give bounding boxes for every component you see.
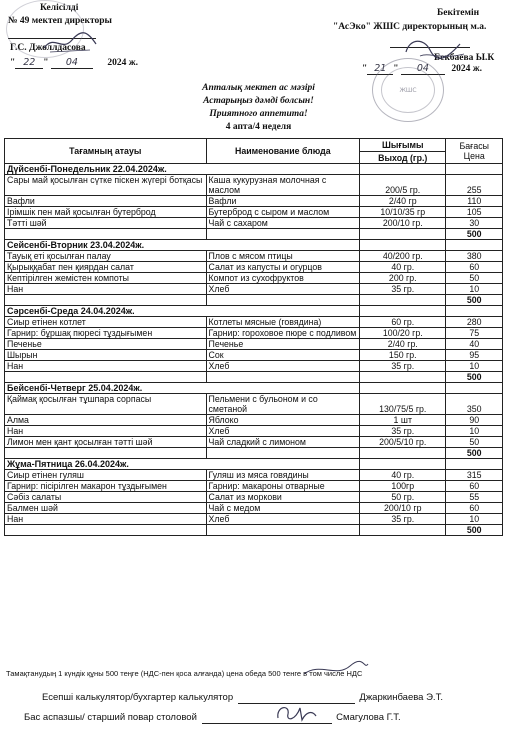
dish-name-kz: Сәбіз салаты xyxy=(5,492,207,503)
dish-name-kz: Кептірілген жемістен компоты xyxy=(5,273,207,284)
dish-output: 200/5 гр. xyxy=(360,175,446,196)
dish-price: 105 xyxy=(446,207,503,218)
date-quote: " xyxy=(362,64,368,74)
signature-note xyxy=(300,660,370,680)
empty-cell xyxy=(5,448,207,459)
day-total-row xyxy=(5,229,503,240)
day-total: 500 xyxy=(446,525,503,536)
dish-name-kz: Сары май қосылған сүтке піскен жүгері ботқасы xyxy=(5,175,207,196)
empty-cell xyxy=(446,459,503,470)
empty-cell xyxy=(360,295,446,306)
dish-name-ru: Гарнир: гороховое пюре с подливом xyxy=(206,328,360,339)
empty-cell xyxy=(206,295,360,306)
date-day-left: 22 xyxy=(15,57,43,69)
dish-name-kz: Тауық еті қосылған палау xyxy=(5,251,207,262)
dish-output: 35 гр. xyxy=(360,361,446,372)
dish-name-ru: Сок xyxy=(206,350,360,361)
dish-price: 315 xyxy=(446,470,503,481)
dish-name-kz: Нан xyxy=(5,284,207,295)
signature-right xyxy=(400,34,470,64)
dish-name-kz: Ірімшік пен май қосылған бутерброд xyxy=(5,207,207,218)
menu-item-row xyxy=(5,470,503,481)
col-header-ru: Наименование блюда xyxy=(206,139,360,164)
empty-cell xyxy=(446,383,503,394)
menu-item-row xyxy=(5,481,503,492)
heading-line-1: Апталық мектеп ас мәзірі xyxy=(202,83,315,93)
dish-name-ru: Яблоко xyxy=(206,415,360,426)
menu-item-row xyxy=(5,350,503,361)
dish-output: 200 гр. xyxy=(360,273,446,284)
day-title: Сейсенбі-Вторник 23.04.2024ж. xyxy=(5,240,360,251)
empty-cell xyxy=(446,240,503,251)
day-header-row xyxy=(5,459,503,470)
dish-output: 150 гр. xyxy=(360,350,446,361)
dish-output: 60 гр. xyxy=(360,317,446,328)
menu-item-row xyxy=(5,251,503,262)
dish-name-ru: Каша кукурузная молочная с маслом xyxy=(206,175,360,196)
dish-name-ru: Котлеты мясные (говядина) xyxy=(206,317,360,328)
dish-name-kz: Гарнир: пісірілген макарон тұздығымен xyxy=(5,481,207,492)
menu-item-row xyxy=(5,196,503,207)
day-total: 500 xyxy=(446,295,503,306)
accountant-label: Есепші калькулятор/бухгартер калькулятор xyxy=(42,692,234,703)
day-title: Жұма-Пятница 26.04.2024ж. xyxy=(5,459,360,470)
empty-cell xyxy=(446,306,503,317)
dish-price: 255 xyxy=(446,175,503,196)
approval-left-name: Г.С. Джоллдасова xyxy=(10,43,86,53)
cook-name: Смагулова Г.Т. xyxy=(336,712,401,723)
heading-line-3: Приятного аппетита! xyxy=(209,109,308,119)
heading-line-2: Астарыңыз дәмді болсын! xyxy=(203,96,314,106)
dish-price: 50 xyxy=(446,437,503,448)
dish-price: 75 xyxy=(446,328,503,339)
dish-name-ru: Гуляш из мяса говядины xyxy=(206,470,360,481)
dish-name-ru: Гарнир: макароны отварные xyxy=(206,481,360,492)
empty-cell xyxy=(360,229,446,240)
empty-cell xyxy=(5,295,207,306)
empty-cell xyxy=(360,164,446,175)
menu-item-row xyxy=(5,207,503,218)
dish-output: 40 гр. xyxy=(360,262,446,273)
empty-cell xyxy=(446,164,503,175)
menu-item-row xyxy=(5,437,503,448)
col-header-kz: Тағамның атауы xyxy=(5,139,207,164)
dish-name-kz: Нан xyxy=(5,426,207,437)
dish-name-ru: Хлеб xyxy=(206,514,360,525)
dish-price: 10 xyxy=(446,426,503,437)
dish-name-kz: Балмен шәй xyxy=(5,503,207,514)
dish-name-ru: Чай сладкий с лимоном xyxy=(206,437,360,448)
empty-cell xyxy=(360,459,446,470)
dish-price: 60 xyxy=(446,503,503,514)
dish-output: 2/40 гр xyxy=(360,196,446,207)
date-month-left: 04 xyxy=(51,57,93,69)
empty-cell xyxy=(360,372,446,383)
day-total: 500 xyxy=(446,229,503,240)
dish-output: 50 гр. xyxy=(360,492,446,503)
date-quote: " xyxy=(10,58,16,68)
dish-price: 380 xyxy=(446,251,503,262)
menu-item-row xyxy=(5,175,503,196)
dish-name-kz: Сиыр етінен гуляш xyxy=(5,470,207,481)
menu-item-row xyxy=(5,426,503,437)
dish-output: 2/40 гр. xyxy=(360,339,446,350)
day-header-row xyxy=(5,306,503,317)
empty-cell xyxy=(5,372,207,383)
day-total-row xyxy=(5,525,503,536)
dish-name-kz: Нан xyxy=(5,361,207,372)
dish-name-ru: Салат из капусты и огурцов xyxy=(206,262,360,273)
dish-output: 35 гр. xyxy=(360,426,446,437)
dish-price: 10 xyxy=(446,284,503,295)
dish-name-kz: Алма xyxy=(5,415,207,426)
day-title: Бейсенбі-Четверг 25.04.2024ж. xyxy=(5,383,360,394)
accountant-row xyxy=(42,692,443,704)
dish-price: 10 xyxy=(446,514,503,525)
table-header-row xyxy=(5,139,503,152)
date-quote: " xyxy=(43,58,49,68)
dish-price: 50 xyxy=(446,273,503,284)
approval-right-word: Бекітемін xyxy=(437,8,480,18)
col-header-price-ru: Цена xyxy=(463,151,485,161)
dish-name-ru: Бутерброд с сыром и маслом xyxy=(206,207,360,218)
menu-table xyxy=(4,138,503,536)
menu-item-row xyxy=(5,394,503,415)
dish-name-kz: Шырын xyxy=(5,350,207,361)
date-month-right: 04 xyxy=(401,63,445,75)
menu-item-row xyxy=(5,492,503,503)
dish-price: 90 xyxy=(446,415,503,426)
dish-output: 35 гр. xyxy=(360,514,446,525)
col-header-price xyxy=(446,139,503,164)
dish-price: 40 xyxy=(446,339,503,350)
dish-price: 350 xyxy=(446,394,503,415)
empty-cell xyxy=(5,229,207,240)
empty-cell xyxy=(206,525,360,536)
dish-name-kz: Нан xyxy=(5,514,207,525)
heading-line-4: 4 апта/4 неделя xyxy=(225,122,292,132)
menu-item-row xyxy=(5,361,503,372)
dish-output: 40 гр. xyxy=(360,470,446,481)
col-header-out: Шығымы xyxy=(360,139,446,152)
empty-cell xyxy=(360,240,446,251)
menu-item-row xyxy=(5,218,503,229)
dish-name-ru: Компот из сухофруктов xyxy=(206,273,360,284)
dish-name-kz: Қырыққабат пен қиярдан салат xyxy=(5,262,207,273)
menu-item-row xyxy=(5,339,503,350)
dish-price: 95 xyxy=(446,350,503,361)
dish-output: 100гр xyxy=(360,481,446,492)
cook-row xyxy=(24,712,401,724)
dish-name-ru: Печенье xyxy=(206,339,360,350)
menu-item-row xyxy=(5,415,503,426)
dish-output: 100/20 гр. xyxy=(360,328,446,339)
dish-price: 280 xyxy=(446,317,503,328)
approval-left-word: Келісілді xyxy=(40,3,79,13)
approval-left-date xyxy=(10,57,138,69)
menu-item-row xyxy=(5,328,503,339)
empty-cell xyxy=(206,372,360,383)
menu-item-row xyxy=(5,273,503,284)
cook-label: Бас аспазшы/ старший повар столовой xyxy=(24,712,197,723)
dish-price: 55 xyxy=(446,492,503,503)
dish-output: 1 шт xyxy=(360,415,446,426)
dish-name-kz: Гарнир: бұршақ пюресі тұздығымен xyxy=(5,328,207,339)
dish-output: 200/5/10 гр. xyxy=(360,437,446,448)
dish-name-ru: Плов с мясом птицы xyxy=(206,251,360,262)
dish-output: 200/10 гр xyxy=(360,503,446,514)
dish-output: 200/10 гр. xyxy=(360,218,446,229)
day-total-row xyxy=(5,448,503,459)
dish-output: 40/200 гр. xyxy=(360,251,446,262)
dish-price: 60 xyxy=(446,481,503,492)
dish-price: 10 xyxy=(446,361,503,372)
dish-name-kz: Сиыр етінен котлет xyxy=(5,317,207,328)
day-header-row xyxy=(5,164,503,175)
menu-body xyxy=(5,164,503,536)
stamp-text: ЖШС xyxy=(399,87,417,94)
day-total-row xyxy=(5,295,503,306)
approval-right-name: Бекбаева Ы.К xyxy=(434,53,495,63)
dish-price: 110 xyxy=(446,196,503,207)
menu-item-row xyxy=(5,503,503,514)
menu-item-row xyxy=(5,317,503,328)
accountant-name: Джаркинбаева Э.Т. xyxy=(359,692,443,703)
dish-name-ru: Вафли xyxy=(206,196,360,207)
signature-left xyxy=(40,28,100,56)
col-header-out-ru: Выход (гр.) xyxy=(360,152,446,164)
date-year-left: 2024 ж. xyxy=(107,58,138,68)
dish-name-kz: Тәтті шәй xyxy=(5,218,207,229)
day-header-row xyxy=(5,240,503,251)
dish-name-ru: Хлеб xyxy=(206,284,360,295)
empty-cell xyxy=(206,229,360,240)
day-total: 500 xyxy=(446,448,503,459)
dish-name-ru: Салат из моркови xyxy=(206,492,360,503)
signature-cook xyxy=(272,700,320,726)
dish-name-ru: Хлеб xyxy=(206,361,360,372)
empty-cell xyxy=(360,383,446,394)
dish-name-ru: Хлеб xyxy=(206,426,360,437)
dish-price: 60 xyxy=(446,262,503,273)
day-title: Сәрсенбі-Среда 24.04.2024ж. xyxy=(5,306,360,317)
day-title: Дүйсенбі-Понедельник 22.04.2024ж. xyxy=(5,164,360,175)
menu-item-row xyxy=(5,514,503,525)
dish-name-kz: Печенье xyxy=(5,339,207,350)
date-year-right: 2024 ж. xyxy=(451,64,482,74)
menu-item-row xyxy=(5,284,503,295)
day-total: 500 xyxy=(446,372,503,383)
date-quote: " xyxy=(393,64,399,74)
dish-name-ru: Чай с медом xyxy=(206,503,360,514)
approval-left-title: № 49 мектеп директоры xyxy=(8,16,112,26)
col-header-price-kz: Бағасы xyxy=(459,141,489,151)
empty-cell xyxy=(360,525,446,536)
dish-name-ru: Чай с сахаром xyxy=(206,218,360,229)
empty-cell xyxy=(360,306,446,317)
date-day-right: 21 xyxy=(367,63,393,75)
dish-output: 130/75/5 гр. xyxy=(360,394,446,415)
approval-right-title: "АсЭко" ЖШС директорының м.а. xyxy=(333,22,487,32)
dish-name-kz: Вафли xyxy=(5,196,207,207)
empty-cell xyxy=(360,448,446,459)
menu-item-row xyxy=(5,262,503,273)
empty-cell xyxy=(5,525,207,536)
dish-name-kz: Қаймақ қосылған тұшпара сорпасы xyxy=(5,394,207,415)
dish-output: 35 гр. xyxy=(360,284,446,295)
price-note: Тамақтанудың 1 күндік құны 500 теңге (НДС-пен қоса алғанда) цена обеда 500 тенге в том числе НДС xyxy=(6,669,363,678)
dish-name-ru: Пельмени с бульоном и со сметаной xyxy=(206,394,360,415)
empty-cell xyxy=(206,448,360,459)
day-total-row xyxy=(5,372,503,383)
dish-price: 30 xyxy=(446,218,503,229)
day-header-row xyxy=(5,383,503,394)
dish-name-kz: Лимон мен қант қосылған тәтті шәй xyxy=(5,437,207,448)
dish-output: 10/10/35 гр xyxy=(360,207,446,218)
